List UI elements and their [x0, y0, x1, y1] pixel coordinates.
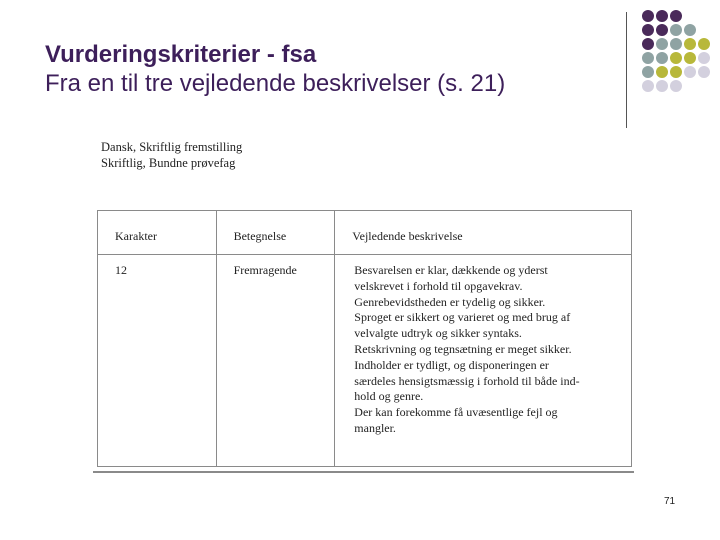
- column-header-beskrivelse: Vejledende beskrivelse: [335, 211, 632, 255]
- dot: [670, 38, 682, 50]
- table-row: [98, 255, 632, 467]
- dot: [642, 52, 654, 64]
- table-bottom-rule: [93, 471, 634, 473]
- dot: [642, 38, 654, 50]
- table-header-row: [98, 211, 632, 255]
- description-line: Indholder er tydligt, og disponeringen er: [354, 357, 549, 372]
- slide-title: [45, 40, 505, 98]
- dot: [670, 66, 682, 78]
- subject-line-2: Skriftlig, Bundne prøvefag: [101, 156, 236, 170]
- description-line: Sproget er sikkert og varieret og med brug af: [354, 310, 571, 325]
- dot: [656, 10, 668, 22]
- dot: [698, 38, 710, 50]
- grade-cell: 12: [98, 255, 217, 467]
- label-cell: Fremragende: [216, 255, 335, 467]
- dot: [698, 66, 710, 78]
- dot: [656, 80, 668, 92]
- description-cell: [335, 255, 632, 467]
- column-header-karakter: Karakter: [98, 211, 217, 255]
- dot: [642, 10, 654, 22]
- description-line: mangler.: [354, 420, 396, 435]
- grading-table: [97, 210, 632, 467]
- dot: [656, 24, 668, 36]
- dot: [684, 52, 696, 64]
- description-line: Der kan forekomme få uvæsentlige fejl og: [354, 405, 558, 420]
- description-line: Besvarelsen er klar, dækkende og yderst: [354, 263, 548, 277]
- dot: [656, 66, 668, 78]
- dot: [642, 24, 654, 36]
- description-line: velvalgte udtryk og sikker syntaks.: [354, 326, 522, 341]
- subject-line-1: Dansk, Skriftlig fremstilling: [101, 140, 243, 154]
- column-header-betegnelse: Betegnelse: [216, 211, 335, 255]
- dot: [642, 66, 654, 78]
- description-line: hold og genre.: [354, 389, 424, 404]
- document-subject: [101, 139, 242, 171]
- slide-title-main: Vurderingskriterier - fsa: [45, 41, 317, 68]
- dot: [656, 52, 668, 64]
- dot: [670, 52, 682, 64]
- dot: [656, 38, 668, 50]
- dot: [642, 80, 654, 92]
- description-line: velskrevet i forhold til opgavekrav.: [354, 278, 523, 293]
- dot: [684, 66, 696, 78]
- dot: [684, 38, 696, 50]
- description-line: Genrebevidstheden er tydelig og sikker.: [354, 294, 546, 309]
- description-line: Retskrivning og tegnsætning er meget sikker.: [354, 341, 572, 356]
- decorative-divider: [626, 12, 627, 128]
- dot: [670, 24, 682, 36]
- dot: [698, 52, 710, 64]
- decorative-dot-grid: [642, 10, 708, 92]
- dot: [670, 80, 682, 92]
- dot: [684, 24, 696, 36]
- slide-subtitle: Fra en til tre vejledende beskrivelser (s. 21): [45, 70, 506, 97]
- dot: [670, 10, 682, 22]
- page-number: 71: [664, 496, 676, 507]
- description-line: særdeles hensigtsmæssig i forhold til både ind-: [354, 373, 580, 388]
